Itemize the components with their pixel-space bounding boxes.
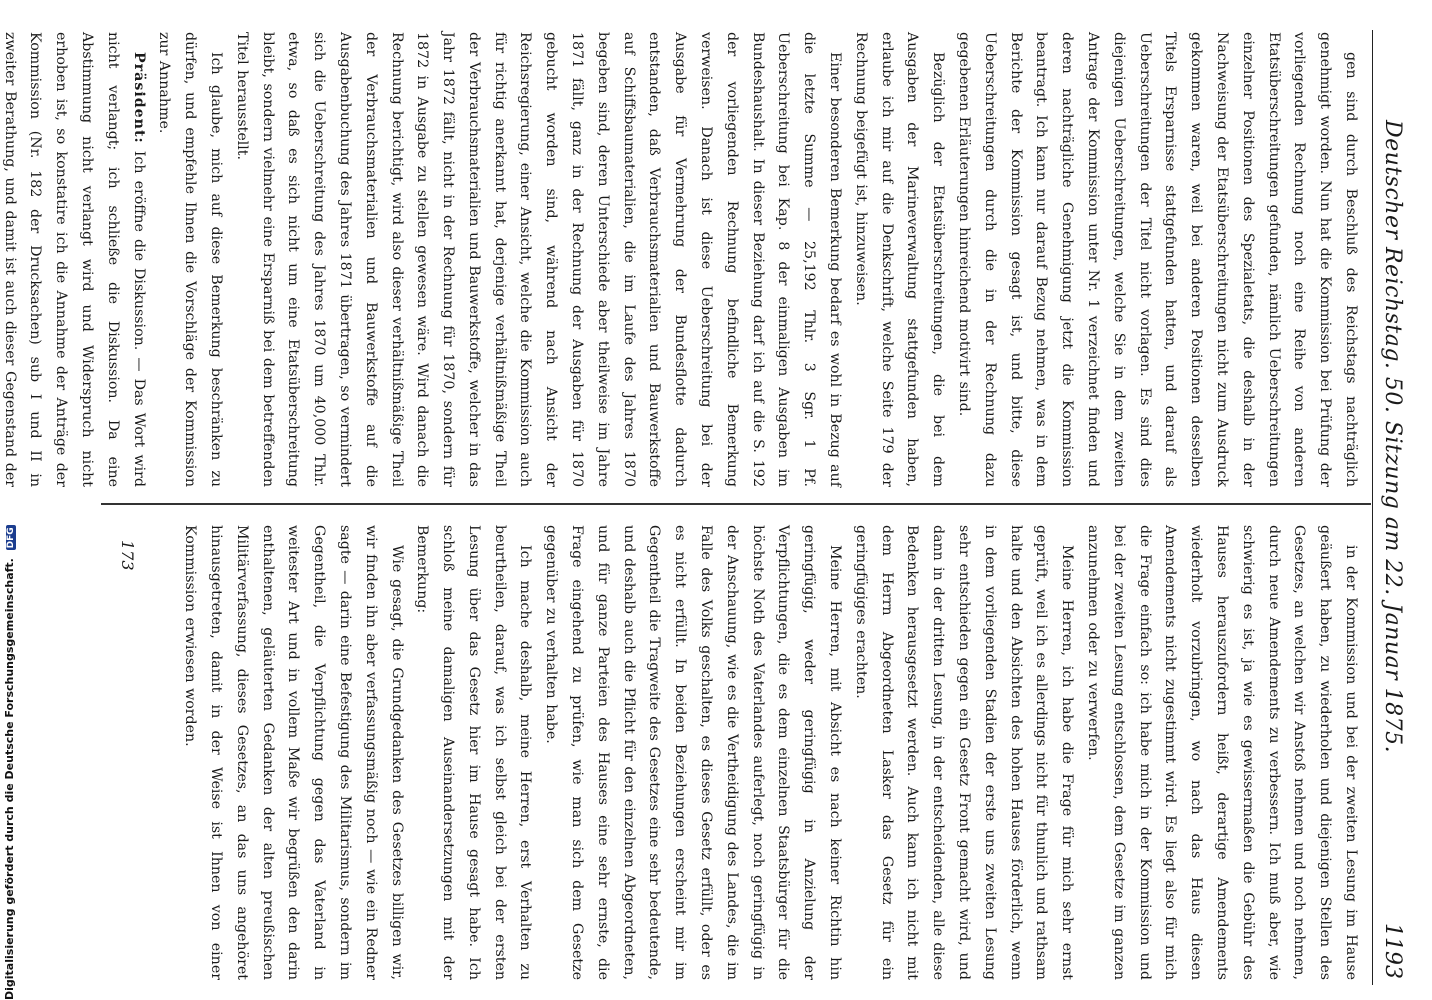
paragraph: Meine Herren, ich habe die Frage für mich sehr ernst geprüft, weil ich es allerdings nicht für thunlich und rathsam halte und den Absichten des hohen Hauses förderlich, wenn in dem vorliegenden Stadien der erste uns zweiten Lesung sehr entschieden gegen ein Gesetz Front gemacht wird, und dann in der dritten Lesung, in der entscheidenden, alle diese Bedenken herausgesetzt werden. Auch kann ich nicht mit dem Herrn Abgeordneten Lasker das Gesetz für ein geringfügiges erachten. xyxy=(852,525,1076,980)
column-divider xyxy=(101,503,1371,505)
running-header xyxy=(1372,30,1407,985)
paragraph: Meine Herren, mit Absicht es nach keiner Richtin hin geringfügig, weder geringfügig in Anzielung der Verpflichtungen, die es dem einzelnen Staatsbürger für die höchste Noth des Vaterlandes auferlegt, noch geringfügig in der Anschauung, wie es die Vertheidigung des Landes, die im Falle des Volks geschalten, es dieses Gesetz erfüllt, oder es es nicht erfüllt. In beiden Beziehungen erscheint mir im Gegentheil die Tragweite des Gesetzes eine sehr bedeutende, und deshalb auch die Pflicht für den einzelnen Abgeordneten, und für ganze Parteien des Hauses eine sehr ernste, die Frage eingehend zu prüfen, wie man sich dem Gesetze gegenüber zu verhalten habe. xyxy=(543,525,844,980)
paragraph: gen sind durch Beschluß des Reichstags nachträglich genehmigt worden. Nun hat die Kommission bei Prüfung der vorliegenden Rechnung noch eine Reihe von anderen Etatsüberschreitungen gefunden, nämlich Ueberschreitungen einzelner Positionen des Spezialetats, die deshalb in der Nachweisung der Etatsüberschreitungen nicht zum Ausdruck gekommen waren, weil bei anderen Positionen desselben Titels Ersparnisse stattgefunden hatten, und darauf als Ueberschreitungen der Titel nicht vorlagen. Es sind dies diejenigen Ueberschreitungen, welche Sie in dem zweiten Antrage der Kommission unter Nr. 1 verzeichnet finden und deren nachträgliche Genehmigung jetzt die Kommission beantragt. Ich kann nur darauf Bezug nehmen, was in dem Berichte der Kommission gesagt ist, und bitte, diese Ueberschreitungen durch die in der Rechnung dazu gegebenen Erläuterungen hinreichend motivirt sind. xyxy=(956,32,1359,487)
paragraph: Bezüglich der Etatsüberschreitungen, die bei dem Ausgaben der Marineverwaltung stattgefunden haben, erlaube ich mir auf die Denkschrift, welche Seite 179 der Rechnung beigefügt ist, hinzuweisen. xyxy=(852,32,947,487)
speaker-name: Präsident: xyxy=(130,52,147,144)
page-number: 1193 xyxy=(1380,923,1405,979)
credit-text: Digitalisierung gefördert durch die Deutsche Forschungsgemeinschaft. xyxy=(3,558,16,1000)
right-column xyxy=(182,525,1363,980)
speech-text: Ich eröffne die Diskussion. — Das Wort wird nicht verlangt; ich schließe die Diskussion. Da eine Abstimmung nicht verlangt wird und Widerspruch nicht erhoben ist, so konstatire ich die Annahme der Anträge der Kommission (Nr. 182 der Drucksachen) sub I und II in zweiter Berathung, und damit ist auch dieser Gegenstand der xyxy=(1,32,147,487)
paragraph: Einer besonderen Bemerkung bedarf es wohl in Bezug auf die letzte Summe — 25,192 Thlr. 3 Sgr. 1 Pf. Ueberschreitung bei Kap. 8 der einmaligen Ausgaben im Bundeshaushalt. In dieser Beziehung darf ich auf die S. 192 der vorliegenden Rechnung befindliche Bemerkung verweisen. Danach ist diese Ueberschreitung bei der Ausgabe für Vermehrung der Bundesflotte dadurch entstanden, daß Verbrauchsmaterialien und Bauwerkstoffe auf Schiffsbaumaterialien, die im Laufe des Jahres 1870 begeben sind, deren Unterschiede aber theilweise im Jahre 1871 fällt, ganz in der Rechnung der Ausgaben für 1870 gebucht worden sind, während nach Ansicht der Reichsregierung, einer Ansicht, welche die Kommission auch für richtig anerkannt hat, derjenige verhältnißmäßige Theil der Verbrauchsmaterialien und Bauwerkstoffe, welcher in das Jahr 1872 fällt, nicht in der Rechnung für 1870, sondern für 1872 in Ausgabe zu stellen gewesen wäre. Wird danach die Rechnung berichtigt, wird also dieser verhältnißmäßige Theil der Verbrauchsmaterialien und Bauwerkstoffe auf die Ausgabenbuchung des Jahres 1871 übertragen, so vermindert sich die Ueberschreitung des Jahres 1870 um 40,000 Thlr. etwa, so daß es sich nicht um eine Etatsüberschreitung bleibt, sondern vielmehr eine Ersparniß bei dem betreffenden Titel herausstellt. xyxy=(233,32,844,487)
president-remark xyxy=(0,32,151,487)
digitization-credit xyxy=(3,10,16,1000)
dfg-logo-icon: DFG xyxy=(6,527,16,549)
paragraph: Wie gesagt, die Grundgedanken des Gesetzes billigen wir, wir finden ihn aber verfassungsmäßig noch — wie ein Redner sagte — darin eine Befestigung des Militarismus, sondern im Gegentheil, die Verpflichtung gegen das Vaterland in weitester Art und in vollem Maße wir begrüßen den darin enthaltenen, geläuterten Gedanken der alten preußischen Militärverfassung, dieses Gesetzes, an das uns angehöret hinausgetreten, damit in der Weise ist Ihnen von einer Kommission erwiesen worden. xyxy=(182,525,405,980)
paragraph: in der Kommission und bei der zweiten Lesung im Hause geäußert haben, zu wiederholen und diejenigen Stellen des Gesetzes, an welchen wir Anstoß nehmen und noch nehmen, durch neue Amendements zu verbessern. Ich muß aber, wie schwierig es ist, ja wie es gewissermaßen die Gebühr des Hauses herauszufordern heißt, derartige Amendements wiederholt vorzubringen, wo nach das Haus diesen Amendements nicht zugestimmt wird. Es liegt also für mich die Frage einfach so: ich habe mich in der Kommission und bei der zweiten Lesung entschlossen, dem Gesetze im ganzen anzunehmen oder zu verwerfen. xyxy=(1085,525,1359,980)
left-column xyxy=(1,32,1363,487)
page-title: Deutscher Reichstag. 50. Sitzung am 22. Januar 1875. xyxy=(1380,120,1405,754)
paragraph: Ich mache deshalb, meine Herren, erst Verhalten zu beurtheilen, darauf, was ich selbst gleich bei der ersten Lesung über das Gesetz hier im Hause gesagt habe. Ich schloß meine damaligen Auseinandersetzungen mit der Bemerkung: xyxy=(414,525,534,980)
paragraph: Ich glaube, mich auf diese Bemerkung beschränken zu dürfen, und empfehle Ihnen die Vorschläge der Kommission zur Annahme. xyxy=(156,32,224,487)
sheet-number: 173 xyxy=(118,540,137,571)
